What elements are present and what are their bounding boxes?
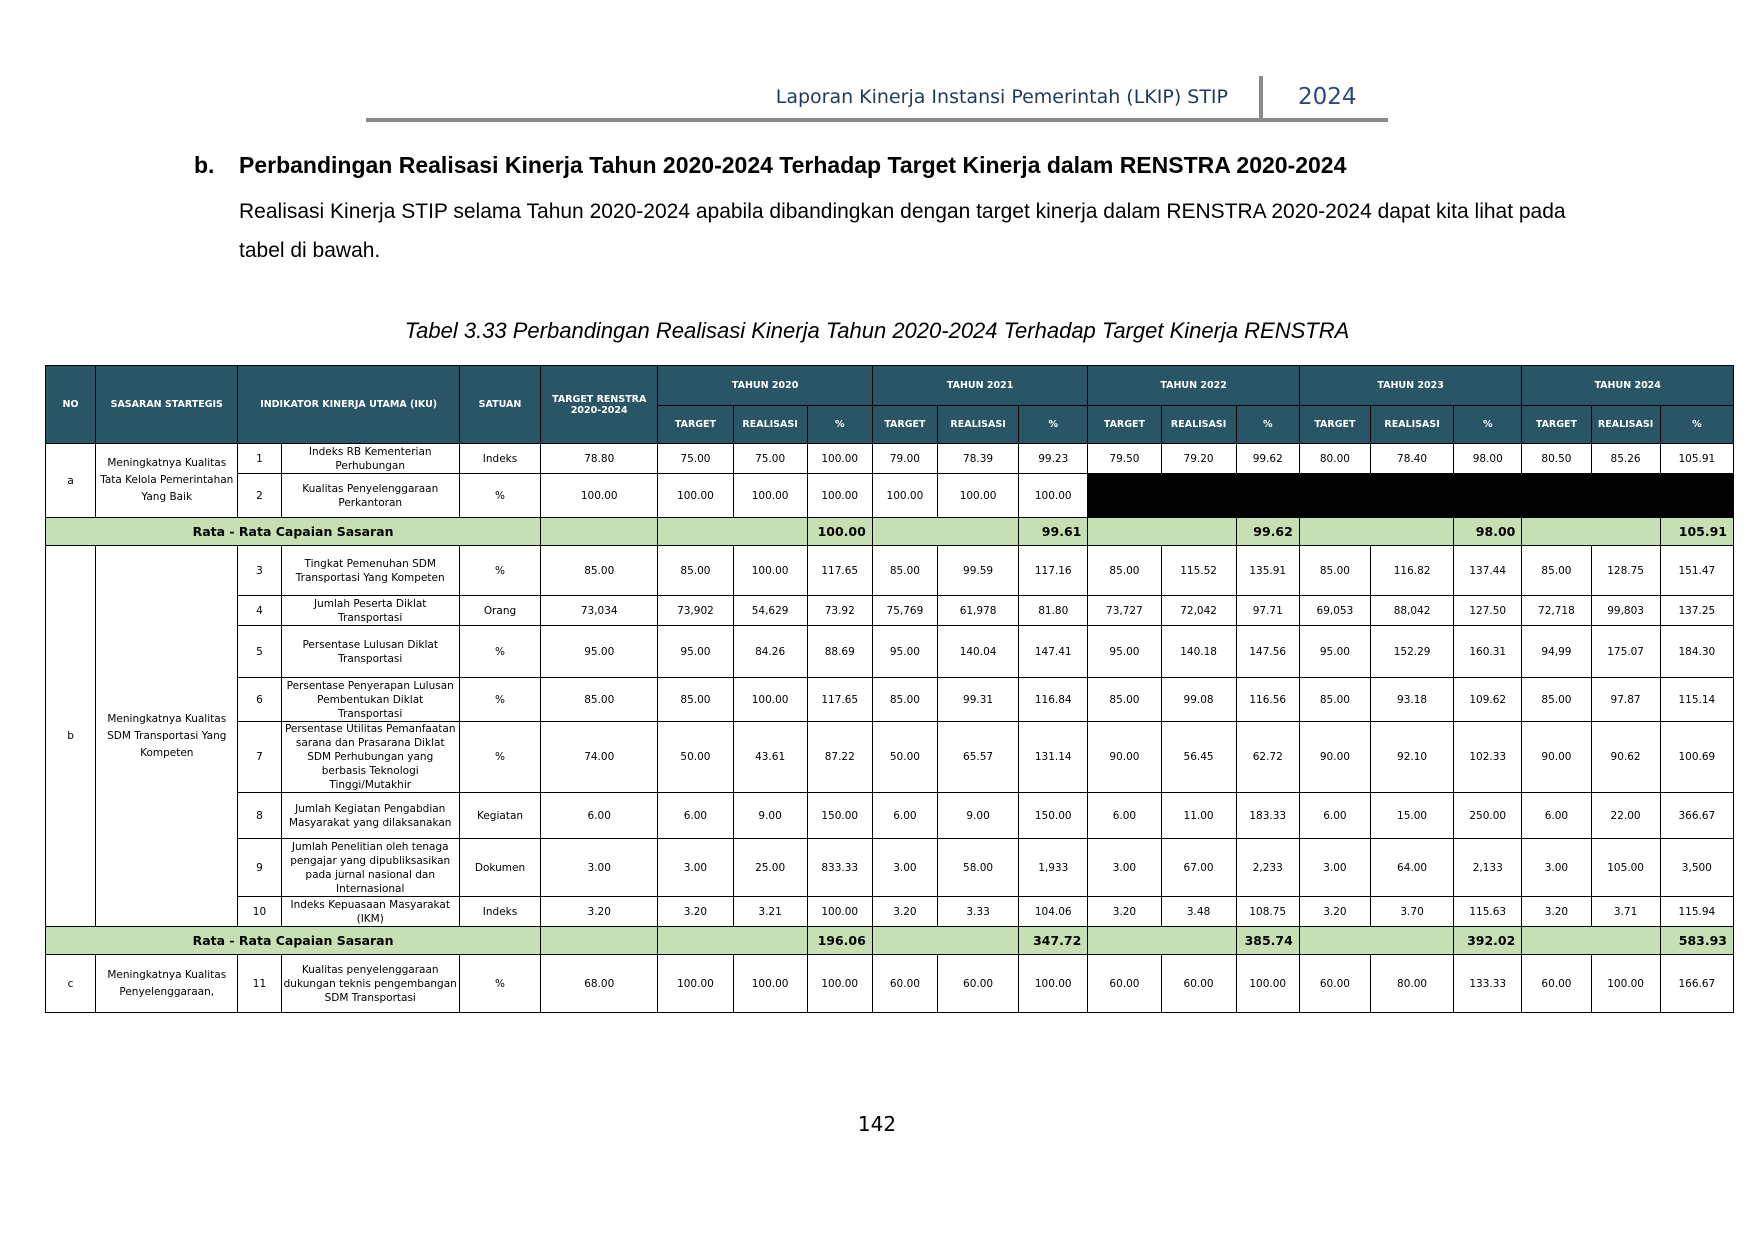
header-no: NO xyxy=(46,366,96,444)
page-header xyxy=(366,76,1388,124)
value-cell: 99.08 xyxy=(1161,678,1236,722)
value-cell: 58.00 xyxy=(937,839,1018,897)
value-cell: 100.00 xyxy=(937,474,1018,518)
value-cell: 150.00 xyxy=(1019,793,1088,839)
value-cell: 88,042 xyxy=(1370,596,1453,626)
value-cell: 78.39 xyxy=(937,444,1018,474)
value-cell: 3.20 xyxy=(1299,897,1370,927)
value-cell: 85.26 xyxy=(1591,444,1660,474)
subheader-target: TARGET xyxy=(1522,406,1591,444)
average-empty xyxy=(1088,927,1236,955)
value-cell: 3.71 xyxy=(1591,897,1660,927)
value-cell: 150.00 xyxy=(807,793,872,839)
value-cell: 115.14 xyxy=(1660,678,1733,722)
section-title xyxy=(194,152,1346,179)
header-year-2023: TAHUN 2023 xyxy=(1299,366,1522,406)
value-cell: 75.00 xyxy=(733,444,807,474)
value-cell: 95.00 xyxy=(872,626,937,678)
value-cell: 98.00 xyxy=(1454,444,1522,474)
value-cell: 3,500 xyxy=(1660,839,1733,897)
performance-table xyxy=(45,365,1734,1013)
indikator-cell: Indeks Kepuasaan Masyarakat (IKM) xyxy=(281,897,459,927)
average-empty xyxy=(872,518,1018,546)
value-cell: 99.23 xyxy=(1019,444,1088,474)
section-heading: Perbandingan Realisasi Kinerja Tahun 2020-2024 Terhadap Target Kinerja dalam RENSTRA 2020-2024 xyxy=(239,152,1347,178)
value-cell: 100.00 xyxy=(1236,955,1299,1013)
value-cell: 85.00 xyxy=(658,546,733,596)
sasaran-strategis: Meningkatnya Kualitas SDM Transportasi Yang Kompeten xyxy=(96,546,238,927)
renstra-target-cell: 85.00 xyxy=(541,546,658,596)
satuan-cell: % xyxy=(459,474,540,518)
value-cell: 75.00 xyxy=(658,444,733,474)
renstra-target-cell: 3.00 xyxy=(541,839,658,897)
value-cell: 100.00 xyxy=(872,474,937,518)
value-cell: 60.00 xyxy=(1088,955,1161,1013)
table-row xyxy=(46,793,1734,839)
value-cell: 3.00 xyxy=(658,839,733,897)
value-cell: 3.33 xyxy=(937,897,1018,927)
subheader-pct: % xyxy=(807,406,872,444)
value-cell: 100.00 xyxy=(658,955,733,1013)
average-value: 99.62 xyxy=(1236,518,1299,546)
value-cell: 6.00 xyxy=(1299,793,1370,839)
renstra-target-cell: 85.00 xyxy=(541,678,658,722)
average-empty xyxy=(1522,927,1660,955)
row-no: 1 xyxy=(238,444,281,474)
value-cell: 90.62 xyxy=(1591,722,1660,793)
row-no: 7 xyxy=(238,722,281,793)
value-cell: 9.00 xyxy=(733,793,807,839)
average-empty xyxy=(541,518,658,546)
header-rule xyxy=(366,118,1388,122)
value-cell: 95.00 xyxy=(1299,626,1370,678)
value-cell: 99.31 xyxy=(937,678,1018,722)
value-cell: 1,933 xyxy=(1019,839,1088,897)
subheader-pct: % xyxy=(1454,406,1522,444)
value-cell: 90.00 xyxy=(1299,722,1370,793)
average-value: 583.93 xyxy=(1660,927,1733,955)
value-cell: 116.84 xyxy=(1019,678,1088,722)
value-cell: 87.22 xyxy=(807,722,872,793)
average-empty xyxy=(872,927,1018,955)
value-cell: 11.00 xyxy=(1161,793,1236,839)
sasaran-strategis: Meningkatnya Kualitas Penyelenggaraan, xyxy=(96,955,238,1013)
average-value: 385.74 xyxy=(1236,927,1299,955)
value-cell: 105.91 xyxy=(1660,444,1733,474)
value-cell: 97.71 xyxy=(1236,596,1299,626)
value-cell: 50.00 xyxy=(872,722,937,793)
value-cell: 3.20 xyxy=(658,897,733,927)
value-cell: 133.33 xyxy=(1454,955,1522,1013)
average-empty xyxy=(541,927,658,955)
value-cell: 166.67 xyxy=(1660,955,1733,1013)
table-row xyxy=(46,626,1734,678)
indikator-cell: Indeks RB Kementerian Perhubungan xyxy=(281,444,459,474)
value-cell: 100.00 xyxy=(807,444,872,474)
group-no: b xyxy=(46,546,96,927)
value-cell: 6.00 xyxy=(1088,793,1161,839)
renstra-target-cell: 95.00 xyxy=(541,626,658,678)
indikator-cell: Kualitas penyelenggaraan dukungan teknis pengembangan SDM Transportasi xyxy=(281,955,459,1013)
sasaran-strategis: Meningkatnya Kualitas Tata Kelola Pemerintahan Yang Baik xyxy=(96,444,238,518)
value-cell: 61,978 xyxy=(937,596,1018,626)
value-cell: 147.56 xyxy=(1236,626,1299,678)
value-cell: 2,233 xyxy=(1236,839,1299,897)
value-cell: 100.00 xyxy=(658,474,733,518)
value-cell: 3.20 xyxy=(872,897,937,927)
subheader-target: TARGET xyxy=(1088,406,1161,444)
table-row xyxy=(46,678,1734,722)
value-cell: 80.00 xyxy=(1299,444,1370,474)
value-cell: 140.04 xyxy=(937,626,1018,678)
value-cell: 9.00 xyxy=(937,793,1018,839)
report-title: Laporan Kinerja Instansi Pemerintah (LKIP) STIP xyxy=(775,86,1228,108)
subheader-pct: % xyxy=(1019,406,1088,444)
value-cell: 97.87 xyxy=(1591,678,1660,722)
value-cell: 3.00 xyxy=(1522,839,1591,897)
indikator-cell: Jumlah Penelitian oleh tenaga pengajar yang dipubliksasikan pada jurnal nasional dan Internasional xyxy=(281,839,459,897)
value-cell: 15.00 xyxy=(1370,793,1453,839)
subheader-realisasi: REALISASI xyxy=(1370,406,1453,444)
row-no: 3 xyxy=(238,546,281,596)
value-cell: 105.00 xyxy=(1591,839,1660,897)
value-cell: 99.62 xyxy=(1236,444,1299,474)
average-value: 98.00 xyxy=(1454,518,1522,546)
value-cell: 73.92 xyxy=(807,596,872,626)
satuan-cell: % xyxy=(459,722,540,793)
value-cell: 22.00 xyxy=(1591,793,1660,839)
redacted-block xyxy=(1088,474,1734,518)
value-cell: 85.00 xyxy=(1088,546,1161,596)
value-cell: 73,727 xyxy=(1088,596,1161,626)
value-cell: 62.72 xyxy=(1236,722,1299,793)
header-renstra: TARGET RENSTRA 2020-2024 xyxy=(541,366,658,444)
indikator-cell: Jumlah Kegiatan Pengabdian Masyarakat yang dilaksanakan xyxy=(281,793,459,839)
table-row xyxy=(46,474,1734,518)
value-cell: 151.47 xyxy=(1660,546,1733,596)
value-cell: 100.00 xyxy=(733,955,807,1013)
value-cell: 100.00 xyxy=(807,955,872,1013)
row-no: 9 xyxy=(238,839,281,897)
subheader-pct: % xyxy=(1236,406,1299,444)
value-cell: 25.00 xyxy=(733,839,807,897)
value-cell: 69,053 xyxy=(1299,596,1370,626)
value-cell: 84.26 xyxy=(733,626,807,678)
renstra-target-cell: 3.20 xyxy=(541,897,658,927)
average-row xyxy=(46,927,1734,955)
value-cell: 50.00 xyxy=(658,722,733,793)
value-cell: 85.00 xyxy=(872,546,937,596)
value-cell: 90.00 xyxy=(1088,722,1161,793)
value-cell: 60.00 xyxy=(1522,955,1591,1013)
value-cell: 115.63 xyxy=(1454,897,1522,927)
value-cell: 85.00 xyxy=(1088,678,1161,722)
section-body: Realisasi Kinerja STIP selama Tahun 2020-2024 apabila dibandingkan dengan target kinerja dalam RENSTRA 2020-2024 dapat kita lihat pada tabel di bawah. xyxy=(239,200,1566,262)
header-year-2020: TAHUN 2020 xyxy=(658,366,872,406)
value-cell: 6.00 xyxy=(1522,793,1591,839)
renstra-target-cell: 100.00 xyxy=(541,474,658,518)
table-row xyxy=(46,839,1734,897)
value-cell: 67.00 xyxy=(1161,839,1236,897)
indikator-cell: Persentase Utilitas Pemanfaatan sarana dan Prasarana Diklat SDM Perhubungan yang berbasis Teknologi Tinggi/Mutakhir xyxy=(281,722,459,793)
value-cell: 93.18 xyxy=(1370,678,1453,722)
header-year-2024: TAHUN 2024 xyxy=(1522,366,1734,406)
satuan-cell: Orang xyxy=(459,596,540,626)
value-cell: 80.00 xyxy=(1370,955,1453,1013)
row-no: 4 xyxy=(238,596,281,626)
value-cell: 366.67 xyxy=(1660,793,1733,839)
average-row xyxy=(46,518,1734,546)
subheader-target: TARGET xyxy=(1299,406,1370,444)
header-year-2021: TAHUN 2021 xyxy=(872,366,1088,406)
value-cell: 95.00 xyxy=(1088,626,1161,678)
value-cell: 64.00 xyxy=(1370,839,1453,897)
indikator-cell: Persentase Lulusan Diklat Transportasi xyxy=(281,626,459,678)
value-cell: 60.00 xyxy=(1299,955,1370,1013)
value-cell: 88.69 xyxy=(807,626,872,678)
report-year: 2024 xyxy=(1298,84,1357,110)
table-row xyxy=(46,444,1734,474)
value-cell: 135.91 xyxy=(1236,546,1299,596)
renstra-target-cell: 78.80 xyxy=(541,444,658,474)
value-cell: 183.33 xyxy=(1236,793,1299,839)
value-cell: 6.00 xyxy=(872,793,937,839)
value-cell: 85.00 xyxy=(1522,546,1591,596)
value-cell: 137.25 xyxy=(1660,596,1733,626)
value-cell: 833.33 xyxy=(807,839,872,897)
table-caption: Tabel 3.33 Perbandingan Realisasi Kinerja Tahun 2020-2024 Terhadap Target Kinerja RENSTRA xyxy=(404,318,1350,343)
value-cell: 2,133 xyxy=(1454,839,1522,897)
value-cell: 109.62 xyxy=(1454,678,1522,722)
value-cell: 95.00 xyxy=(658,626,733,678)
value-cell: 100.00 xyxy=(807,897,872,927)
satuan-cell: % xyxy=(459,546,540,596)
value-cell: 100.00 xyxy=(733,546,807,596)
row-no: 6 xyxy=(238,678,281,722)
table-row xyxy=(46,546,1734,596)
average-label: Rata - Rata Capaian Sasaran xyxy=(46,518,541,546)
value-cell: 3.00 xyxy=(872,839,937,897)
average-value: 196.06 xyxy=(807,927,872,955)
value-cell: 94,99 xyxy=(1522,626,1591,678)
value-cell: 6.00 xyxy=(658,793,733,839)
value-cell: 117.65 xyxy=(807,546,872,596)
value-cell: 65.57 xyxy=(937,722,1018,793)
header-sasaran: SASARAN STARTEGIS xyxy=(96,366,238,444)
average-value: 105.91 xyxy=(1660,518,1733,546)
value-cell: 78.40 xyxy=(1370,444,1453,474)
satuan-cell: Kegiatan xyxy=(459,793,540,839)
section-label: b. xyxy=(194,152,215,178)
average-empty xyxy=(1088,518,1236,546)
value-cell: 75,769 xyxy=(872,596,937,626)
value-cell: 79.00 xyxy=(872,444,937,474)
satuan-cell: % xyxy=(459,626,540,678)
group-no: c xyxy=(46,955,96,1013)
value-cell: 117.16 xyxy=(1019,546,1088,596)
value-cell: 250.00 xyxy=(1454,793,1522,839)
value-cell: 99,803 xyxy=(1591,596,1660,626)
value-cell: 3.20 xyxy=(1088,897,1161,927)
value-cell: 128.75 xyxy=(1591,546,1660,596)
renstra-target-cell: 6.00 xyxy=(541,793,658,839)
value-cell: 72,718 xyxy=(1522,596,1591,626)
value-cell: 3.20 xyxy=(1522,897,1591,927)
value-cell: 85.00 xyxy=(1299,678,1370,722)
value-cell: 127.50 xyxy=(1454,596,1522,626)
row-no: 10 xyxy=(238,897,281,927)
header-separator xyxy=(1259,76,1263,122)
average-empty xyxy=(658,518,807,546)
value-cell: 60.00 xyxy=(1161,955,1236,1013)
renstra-target-cell: 68.00 xyxy=(541,955,658,1013)
row-no: 5 xyxy=(238,626,281,678)
value-cell: 3.48 xyxy=(1161,897,1236,927)
table-row xyxy=(46,722,1734,793)
indikator-cell: Tingkat Pemenuhan SDM Transportasi Yang Kompeten xyxy=(281,546,459,596)
value-cell: 184.30 xyxy=(1660,626,1733,678)
value-cell: 116.56 xyxy=(1236,678,1299,722)
value-cell: 81.80 xyxy=(1019,596,1088,626)
value-cell: 117.65 xyxy=(807,678,872,722)
subheader-realisasi: REALISASI xyxy=(1591,406,1660,444)
value-cell: 80.50 xyxy=(1522,444,1591,474)
table-row xyxy=(46,955,1734,1013)
value-cell: 85.00 xyxy=(872,678,937,722)
value-cell: 99.59 xyxy=(937,546,1018,596)
header-year-2022: TAHUN 2022 xyxy=(1088,366,1299,406)
value-cell: 115.94 xyxy=(1660,897,1733,927)
header-satuan: SATUAN xyxy=(459,366,540,444)
value-cell: 43.61 xyxy=(733,722,807,793)
value-cell: 3.70 xyxy=(1370,897,1453,927)
indikator-cell: Persentase Penyerapan Lulusan Pembentukan Diklat Transportasi xyxy=(281,678,459,722)
subheader-realisasi: REALISASI xyxy=(733,406,807,444)
value-cell: 54,629 xyxy=(733,596,807,626)
value-cell: 85.00 xyxy=(1299,546,1370,596)
value-cell: 92.10 xyxy=(1370,722,1453,793)
table-row xyxy=(46,596,1734,626)
value-cell: 100.00 xyxy=(733,474,807,518)
value-cell: 3.00 xyxy=(1299,839,1370,897)
value-cell: 3.00 xyxy=(1088,839,1161,897)
average-empty xyxy=(1299,518,1453,546)
subheader-target: TARGET xyxy=(872,406,937,444)
value-cell: 102.33 xyxy=(1454,722,1522,793)
renstra-target-cell: 74.00 xyxy=(541,722,658,793)
satuan-cell: % xyxy=(459,678,540,722)
value-cell: 140.18 xyxy=(1161,626,1236,678)
satuan-cell: Dokumen xyxy=(459,839,540,897)
value-cell: 90.00 xyxy=(1522,722,1591,793)
subheader-realisasi: REALISASI xyxy=(937,406,1018,444)
subheader-pct: % xyxy=(1660,406,1733,444)
row-no: 2 xyxy=(238,474,281,518)
average-value: 100.00 xyxy=(807,518,872,546)
value-cell: 115.52 xyxy=(1161,546,1236,596)
value-cell: 79.50 xyxy=(1088,444,1161,474)
subheader-target: TARGET xyxy=(658,406,733,444)
value-cell: 100.00 xyxy=(807,474,872,518)
value-cell: 85.00 xyxy=(658,678,733,722)
average-empty xyxy=(1522,518,1660,546)
value-cell: 56.45 xyxy=(1161,722,1236,793)
value-cell: 100.00 xyxy=(733,678,807,722)
satuan-cell: Indeks xyxy=(459,897,540,927)
satuan-cell: % xyxy=(459,955,540,1013)
value-cell: 175.07 xyxy=(1591,626,1660,678)
value-cell: 147.41 xyxy=(1019,626,1088,678)
average-empty xyxy=(658,927,807,955)
renstra-target-cell: 73,034 xyxy=(541,596,658,626)
value-cell: 100.69 xyxy=(1660,722,1733,793)
value-cell: 100.00 xyxy=(1019,474,1088,518)
row-no: 8 xyxy=(238,793,281,839)
satuan-cell: Indeks xyxy=(459,444,540,474)
value-cell: 137.44 xyxy=(1454,546,1522,596)
value-cell: 85.00 xyxy=(1522,678,1591,722)
indikator-cell: Kualitas Penyelenggaraan Perkantoran xyxy=(281,474,459,518)
average-value: 99.61 xyxy=(1019,518,1088,546)
value-cell: 60.00 xyxy=(937,955,1018,1013)
value-cell: 79.20 xyxy=(1161,444,1236,474)
value-cell: 116.82 xyxy=(1370,546,1453,596)
average-label: Rata - Rata Capaian Sasaran xyxy=(46,927,541,955)
group-no: a xyxy=(46,444,96,518)
table-row xyxy=(46,897,1734,927)
value-cell: 60.00 xyxy=(872,955,937,1013)
value-cell: 100.00 xyxy=(1591,955,1660,1013)
subheader-realisasi: REALISASI xyxy=(1161,406,1236,444)
value-cell: 72,042 xyxy=(1161,596,1236,626)
value-cell: 108.75 xyxy=(1236,897,1299,927)
value-cell: 160.31 xyxy=(1454,626,1522,678)
value-cell: 104.06 xyxy=(1019,897,1088,927)
row-no: 11 xyxy=(238,955,281,1013)
value-cell: 100.00 xyxy=(1019,955,1088,1013)
indikator-cell: Jumlah Peserta Diklat Transportasi xyxy=(281,596,459,626)
header-iku: INDIKATOR KINERJA UTAMA (IKU) xyxy=(238,366,460,444)
value-cell: 73,902 xyxy=(658,596,733,626)
average-value: 347.72 xyxy=(1019,927,1088,955)
average-empty xyxy=(1299,927,1453,955)
value-cell: 3.21 xyxy=(733,897,807,927)
value-cell: 152.29 xyxy=(1370,626,1453,678)
page-number: 142 xyxy=(857,1112,897,1136)
value-cell: 131.14 xyxy=(1019,722,1088,793)
average-value: 392.02 xyxy=(1454,927,1522,955)
